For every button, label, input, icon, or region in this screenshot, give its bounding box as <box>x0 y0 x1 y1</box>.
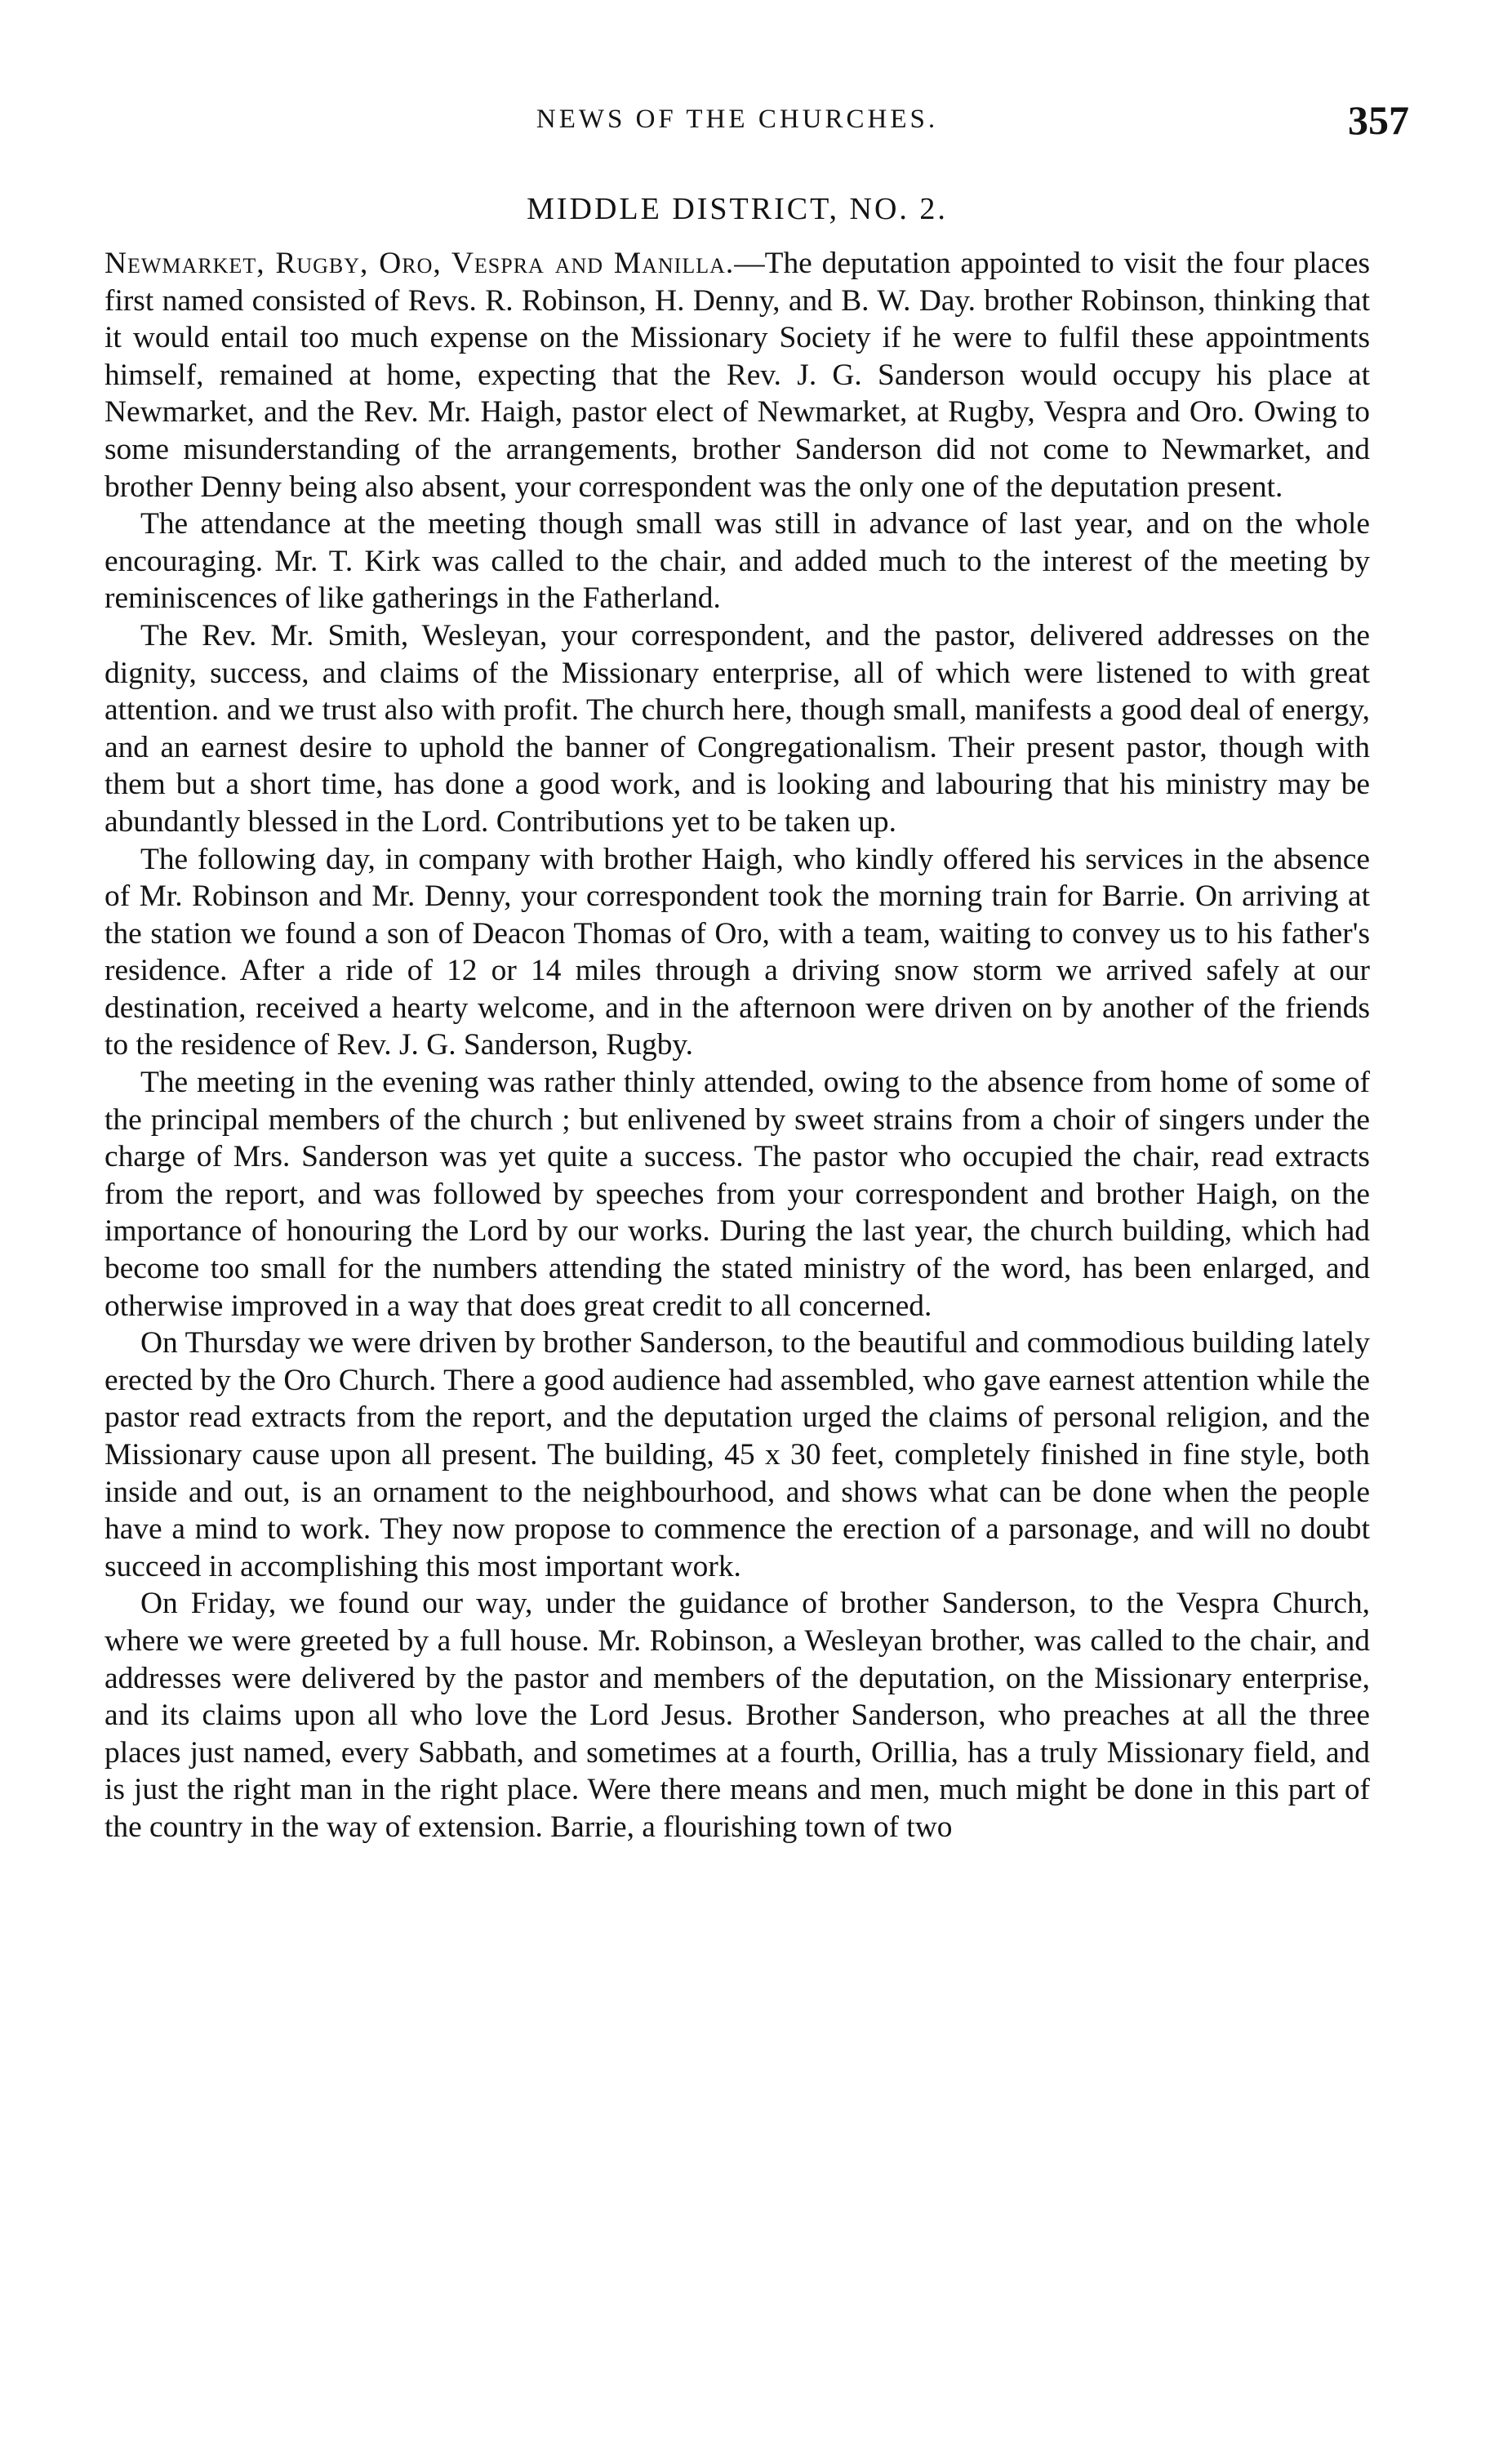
running-header <box>105 96 1409 145</box>
paragraph-1-text: —The deputation appointed to visit the four places first named consisted of Revs. R. Robinson, H. Denny, and B. W. Day. brother Robinson, thinking that it would entail too much expense on the Missionary Society if he were to fulfil these appointments himself, remained at home, expecting that the Rev. J. G. Sanderson would occupy his place at Newmarket, and the Rev. Mr. Haigh, pastor elect of Newmarket, at Rugby, Vespra and Oro. Owing to some misunderstanding of the arrangements, brother Sanderson did not come to Newmarket, and brother Denny being also absent, your correspondent was the only one of the deputation present. <box>105 247 1370 504</box>
lead-places: Newmarket, Rugby, Oro, Vespra and Manilla. <box>105 247 735 280</box>
page <box>105 96 1409 1846</box>
page-number: 357 <box>1348 97 1409 143</box>
article-body <box>105 245 1370 1846</box>
section-title: MIDDLE DISTRICT, NO. 2. <box>527 192 948 226</box>
paragraph-1 <box>105 245 1370 505</box>
paragraph-4: The following day, in company with brother Haigh, who kindly offered his services in the absence of Mr. Robinson and Mr. Denny, your correspondent took the morning train for Barrie. On arriving at the station we found a son of Deacon Thomas of Oro, with a team, waiting to convey us to his father's residence. After a ride of 12 or 14 miles through a driving snow storm we arrived safely at our destination, received a hearty welcome, and in the afternoon were driven on by another of the friends to the residence of Rev. J. G. Sanderson, Rugby. <box>105 842 1370 1062</box>
paragraph-3: The Rev. Mr. Smith, Wesleyan, your correspondent, and the pastor, delivered addresses on the dignity, success, and claims of the Missionary enterprise, all of which were listened to with great attention. and we trust also with profit. The church here, though small, manifests a good deal of energy, and an earnest desire to uphold the banner of Congregationalism. Their present pastor, though with them but a short time, has done a good work, and is looking and labouring that his ministry may be abundantly blessed in the Lord. Contributions yet to be taken up. <box>105 618 1370 839</box>
paragraph-5: The meeting in the evening was rather thinly attended, owing to the absence from home of some of the principal members of the church ; but enlivened by sweet strains from a choir of singers under the charge of Mrs. Sanderson was yet quite a success. The pastor who occupied the chair, read extracts from the report, and was followed by speeches from your correspondent and brother Haigh, on the importance of honouring the Lord by our works. During the last year, the church building, which had become too small for the numbers attending the stated ministry of the word, has been enlarged, and otherwise improved in a way that does great credit to all concerned. <box>105 1066 1370 1323</box>
paragraph-7: On Friday, we found our way, under the guidance of brother Sanderson, to the Vespra Church, where we were greeted by a full house. Mr. Robinson, a Wesleyan brother, was called to the chair, and addresses were delivered by the pastor and members of the deputation, on the Missionary enterprise, and its claims upon all who love the Lord Jesus. Brother Sanderson, who preaches at all the three places just named, every Sabbath, and sometimes at a fourth, Orillia, has a truly Missionary field, and is just the right man in the right place. Were there means and men, much might be done in this part of the country in the way of extension. Barrie, a flourishing town of two <box>105 1587 1370 1844</box>
paragraph-6: On Thursday we were driven by brother Sanderson, to the beautiful and commodious building lately erected by the Oro Church. There a good audience had assembled, who gave earnest attention while the pastor read extracts from the report, and the deputation urged the claims of personal religion, and the Missionary cause upon all present. The building, 45 x 30 feet, completely finished in fine style, both inside and out, is an ornament to the neighbourhood, and shows what can be done when the people have a mind to work. They now propose to commence the erection of a parsonage, and will no doubt succeed in accomplishing this most important work. <box>105 1326 1370 1583</box>
running-title: NEWS OF THE CHURCHES. <box>536 105 939 134</box>
paragraph-2: The attendance at the meeting though small was still in advance of last year, and on the whole encouraging. Mr. T. Kirk was called to the chair, and added much to the interest of the meeting by reminiscences of like gatherings in the Fatherland. <box>105 507 1370 616</box>
